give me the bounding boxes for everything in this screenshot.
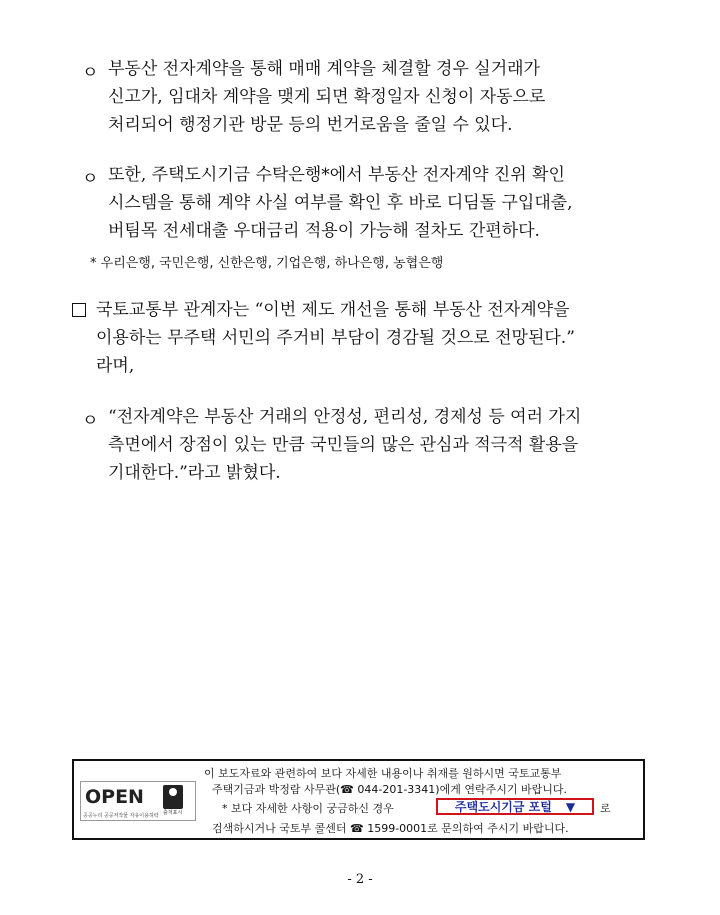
portal-button-label: 주택도시기금 포털 bbox=[454, 800, 552, 814]
bullet: ㅇ bbox=[82, 411, 99, 431]
paragraph-4 bbox=[108, 403, 648, 487]
text-line: 기대한다.”라고 밝혔다. bbox=[108, 463, 281, 483]
housing-fund-portal-button[interactable] bbox=[436, 798, 594, 815]
text-line: 처리되어 행정기관 방문 등의 번거로움을 줄일 수 있다. bbox=[108, 115, 513, 135]
footer-line-3-prefix: * 보다 자세한 사항이 궁금하신 경우 bbox=[222, 802, 394, 815]
paragraph-1 bbox=[108, 55, 648, 139]
attribution-label: 출처표시 bbox=[163, 810, 183, 816]
footer-line-4: 검색하시거나 국토부 콜센터 ☎ 1599-0001로 문의하여 주시기 바랍니다. bbox=[212, 822, 569, 835]
contact-footer-box bbox=[72, 759, 645, 840]
text-line: 부동산 전자계약을 통해 매매 계약을 체결할 경우 실거래가 bbox=[108, 59, 540, 79]
attribution-icon bbox=[163, 785, 183, 809]
footer-line-2: 주택기금과 박정람 사무관(☎ 044-201-3341)에게 연락주시기 바랍니다. bbox=[212, 783, 567, 796]
open-logo-text: OPEN bbox=[85, 786, 144, 808]
text-line: 신고가, 임대차 계약을 맺게 되면 확정일자 신청이 자동으로 bbox=[108, 87, 546, 107]
text-line: 버팀목 전세대출 우대금리 적용이 가능해 절차도 간편하다. bbox=[108, 221, 540, 241]
text-line: 시스템을 통해 계약 사실 여부를 확인 후 바로 디딤돌 구입대출, bbox=[108, 193, 573, 213]
square-bullet-icon bbox=[72, 303, 86, 317]
bank-footnote: * 우리은행, 국민은행, 신한은행, 기업은행, 하나은행, 농협은행 bbox=[90, 256, 444, 271]
text-line: 이용하는 무주택 서민의 주거비 부담이 경감될 것으로 전망된다.” bbox=[96, 328, 575, 348]
page-number: - 2 - bbox=[347, 872, 373, 887]
text-line: 측면에서 장점이 있는 만큼 국민들의 많은 관심과 적극적 활용을 bbox=[108, 435, 579, 455]
text-line: 또한, 주택도시기금 수탁은행*에서 부동산 전자계약 진위 확인 bbox=[108, 165, 565, 185]
kogl-open-logo bbox=[80, 781, 196, 821]
paragraph-2 bbox=[108, 161, 648, 245]
text-line: “전자계약은 부동산 거래의 안정성, 편리성, 경제성 등 여러 가지 bbox=[108, 407, 582, 427]
bullet: ㅇ bbox=[82, 169, 99, 189]
paragraph-3 bbox=[96, 296, 648, 380]
text-line: 라며, bbox=[96, 356, 135, 376]
bullet: ㅇ bbox=[82, 63, 99, 83]
footer-line-3-suffix: 로 bbox=[600, 802, 611, 815]
footer-line-1: 이 보도자료와 관련하여 보다 자세한 내용이나 취재를 원하시면 국토교통부 bbox=[204, 767, 562, 780]
open-logo-caption: 공공누리 공공저작물 자유이용허락 bbox=[83, 813, 159, 819]
dropdown-arrow-icon: ▼ bbox=[565, 799, 576, 814]
text-line: 국토교통부 관계자는 “이번 제도 개선을 통해 부동산 전자계약을 bbox=[96, 300, 570, 320]
